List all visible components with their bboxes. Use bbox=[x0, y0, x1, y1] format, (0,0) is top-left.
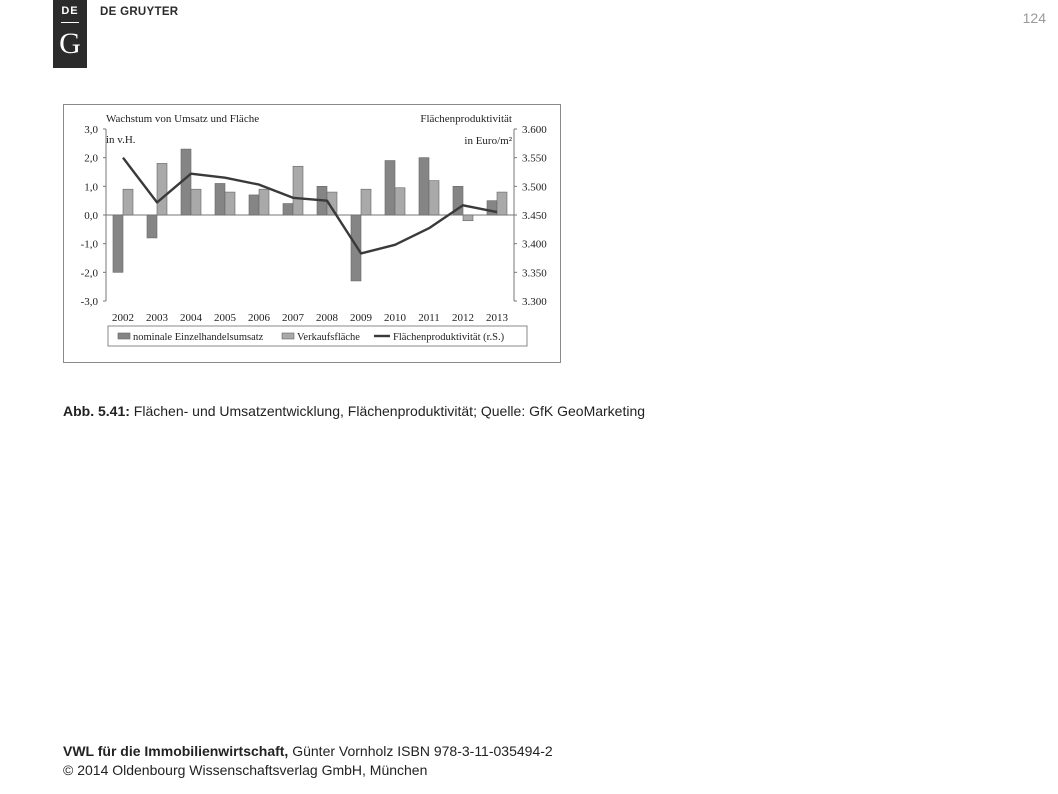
right-axis-unit: in Euro/m² bbox=[464, 135, 512, 147]
legend-label: Flächenproduktivität (r.S.) bbox=[393, 332, 505, 343]
logo-bottom-text: G bbox=[59, 27, 81, 60]
left-tick-label: 1,0 bbox=[84, 181, 98, 194]
page-number: 124 bbox=[1022, 10, 1046, 26]
logo-divider bbox=[61, 22, 79, 23]
x-tick-label: 2005 bbox=[214, 312, 236, 324]
chart-svg bbox=[64, 105, 560, 362]
x-tick-label: 2006 bbox=[248, 312, 270, 324]
legend-swatch bbox=[118, 333, 130, 339]
right-tick-label: 3.600 bbox=[522, 124, 547, 136]
left-tick-label: -3,0 bbox=[80, 296, 98, 308]
page-footer bbox=[63, 742, 553, 780]
footer-book-title: VWL für die Immobilienwirtschaft, bbox=[63, 743, 289, 759]
bar-flaeche bbox=[157, 163, 167, 215]
right-tick-label: 3.450 bbox=[522, 210, 547, 222]
x-tick-label: 2013 bbox=[486, 312, 508, 324]
legend-swatch bbox=[282, 333, 294, 339]
left-tick-label: 3,0 bbox=[84, 124, 98, 136]
bar-flaeche bbox=[395, 188, 405, 215]
bar-flaeche bbox=[225, 192, 235, 215]
left-tick-label: -1,0 bbox=[80, 238, 98, 251]
bar-umsatz bbox=[283, 204, 293, 215]
right-tick-label: 3.550 bbox=[522, 152, 547, 165]
x-tick-label: 2009 bbox=[350, 312, 372, 324]
right-tick-label: 3.400 bbox=[522, 238, 547, 251]
caption-label: Abb. 5.41: bbox=[63, 403, 130, 419]
left-tick-label: -2,0 bbox=[80, 267, 98, 280]
bar-flaeche bbox=[497, 192, 507, 215]
caption-text: Flächen- und Umsatzentwicklung, Flächenproduktivität; Quelle: GfK GeoMarketing bbox=[133, 403, 646, 419]
bar-umsatz bbox=[419, 158, 429, 215]
bar-flaeche bbox=[123, 189, 133, 215]
x-tick-label: 2004 bbox=[180, 312, 202, 324]
x-tick-label: 2012 bbox=[452, 312, 474, 324]
left-axis-title: Wachstum von Umsatz und Fläche bbox=[106, 113, 260, 125]
x-tick-label: 2003 bbox=[146, 312, 168, 324]
bar-flaeche bbox=[259, 189, 269, 215]
footer-copyright: © 2014 Oldenbourg Wissenschaftsverlag GmbH, München bbox=[63, 762, 428, 778]
bar-umsatz bbox=[249, 195, 259, 215]
x-tick-label: 2007 bbox=[282, 312, 304, 324]
left-tick-label: 0,0 bbox=[84, 210, 98, 222]
logo-top-text: DE bbox=[61, 5, 79, 17]
left-tick-label: 2,0 bbox=[84, 152, 98, 165]
right-tick-label: 3.350 bbox=[522, 267, 547, 280]
bar-flaeche bbox=[361, 189, 371, 215]
bar-flaeche bbox=[429, 181, 439, 215]
bar-umsatz bbox=[385, 161, 395, 215]
x-tick-label: 2002 bbox=[112, 312, 134, 324]
bar-flaeche bbox=[463, 215, 473, 221]
line-flaechenproduktivitaet bbox=[123, 158, 497, 254]
x-tick-label: 2011 bbox=[418, 312, 440, 324]
footer-book-info: Günter Vornholz ISBN 978-3-11-035494-2 bbox=[292, 743, 553, 759]
publisher-name: DE GRUYTER bbox=[100, 6, 179, 18]
x-tick-label: 2008 bbox=[316, 312, 338, 324]
bar-umsatz bbox=[147, 215, 157, 238]
chart-figure bbox=[63, 104, 561, 363]
figure-caption bbox=[63, 403, 645, 419]
right-axis-title: Flächenproduktivität bbox=[420, 113, 512, 125]
legend-label: nominale Einzelhandelsumsatz bbox=[133, 332, 264, 343]
bar-umsatz bbox=[351, 215, 361, 281]
bar-flaeche bbox=[191, 189, 201, 215]
bar-flaeche bbox=[293, 166, 303, 215]
x-tick-label: 2010 bbox=[384, 312, 406, 324]
bar-umsatz bbox=[113, 215, 123, 272]
bar-umsatz bbox=[215, 183, 225, 215]
right-tick-label: 3.300 bbox=[522, 296, 547, 308]
publisher-logo bbox=[53, 0, 87, 68]
left-axis-unit: in v.H. bbox=[106, 134, 136, 146]
legend-label: Verkaufsfläche bbox=[297, 332, 360, 343]
right-tick-label: 3.500 bbox=[522, 181, 547, 194]
